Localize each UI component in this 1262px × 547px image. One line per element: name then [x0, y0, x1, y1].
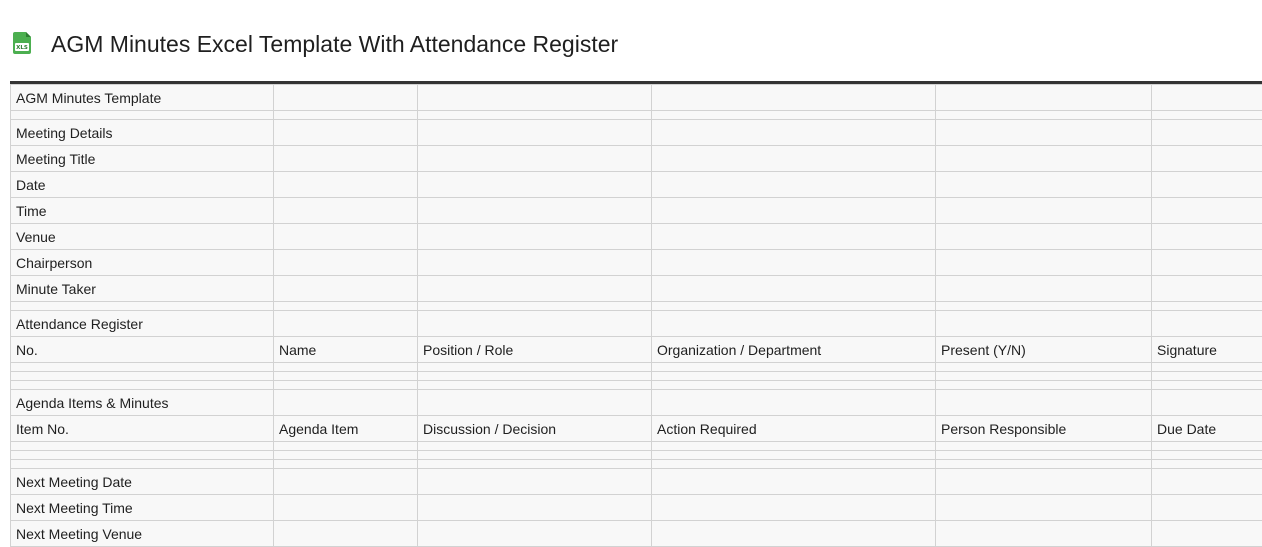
table-cell[interactable]	[1152, 198, 1262, 224]
table-cell[interactable]	[936, 363, 1152, 372]
table-cell[interactable]	[652, 111, 936, 120]
table-cell[interactable]	[274, 469, 418, 495]
table-cell[interactable]: Person Responsible	[936, 416, 1152, 442]
table-cell[interactable]	[11, 363, 274, 372]
table-cell[interactable]: Action Required	[652, 416, 936, 442]
table-cell[interactable]	[274, 276, 418, 302]
table-cell[interactable]: Next Meeting Time	[11, 495, 274, 521]
table-cell[interactable]	[652, 120, 936, 146]
table-cell[interactable]	[418, 311, 652, 337]
table-cell[interactable]: Discussion / Decision	[418, 416, 652, 442]
table-cell[interactable]	[936, 85, 1152, 111]
table-cell[interactable]	[274, 363, 418, 372]
page-title: AGM Minutes Excel Template With Attendance Register	[51, 31, 618, 58]
table-cell[interactable]	[652, 372, 936, 381]
table-row	[11, 85, 1262, 111]
table-cell[interactable]	[418, 146, 652, 172]
table-cell[interactable]	[936, 224, 1152, 250]
table-cell[interactable]	[418, 469, 652, 495]
table-cell[interactable]	[1152, 172, 1262, 198]
table-cell[interactable]	[936, 250, 1152, 276]
table-cell[interactable]	[1152, 311, 1262, 337]
table-cell[interactable]	[11, 111, 274, 120]
table-cell[interactable]	[274, 311, 418, 337]
table-cell[interactable]	[418, 363, 652, 372]
table-cell[interactable]	[11, 442, 274, 451]
table-cell[interactable]	[1152, 451, 1262, 460]
table-cell[interactable]	[274, 442, 418, 451]
table-row	[11, 276, 1262, 302]
table-cell[interactable]	[652, 451, 936, 460]
table-cell[interactable]	[1152, 224, 1262, 250]
table-cell[interactable]	[936, 172, 1152, 198]
table-cell[interactable]	[1152, 363, 1262, 372]
table-cell[interactable]	[11, 381, 274, 390]
table-cell[interactable]: Attendance Register	[11, 311, 274, 337]
table-cell[interactable]: Agenda Item	[274, 416, 418, 442]
empty-row	[11, 451, 1262, 460]
table-cell[interactable]	[936, 111, 1152, 120]
table-cell[interactable]	[652, 390, 936, 416]
table-cell[interactable]	[652, 460, 936, 469]
table-cell[interactable]: No.	[11, 337, 274, 363]
table-cell[interactable]	[936, 442, 1152, 451]
table-cell[interactable]	[274, 146, 418, 172]
table-cell[interactable]	[418, 85, 652, 111]
table-cell[interactable]	[936, 372, 1152, 381]
table-cell[interactable]: Meeting Details	[11, 120, 274, 146]
empty-row	[11, 442, 1262, 451]
table-cell[interactable]	[652, 146, 936, 172]
table-cell[interactable]	[652, 521, 936, 547]
table-cell[interactable]	[11, 451, 274, 460]
table-cell[interactable]	[1152, 85, 1262, 111]
table-cell[interactable]	[1152, 460, 1262, 469]
table-cell[interactable]: Item No.	[11, 416, 274, 442]
table-cell[interactable]	[652, 495, 936, 521]
table-row	[11, 311, 1262, 337]
table-cell[interactable]	[936, 495, 1152, 521]
table-cell[interactable]	[652, 311, 936, 337]
table-cell[interactable]	[274, 372, 418, 381]
table-cell[interactable]	[274, 85, 418, 111]
table-cell[interactable]	[1152, 120, 1262, 146]
table-row	[11, 337, 1262, 363]
table-cell[interactable]	[274, 250, 418, 276]
table-cell[interactable]	[418, 250, 652, 276]
table-cell[interactable]	[652, 381, 936, 390]
spreadsheet	[10, 81, 1262, 547]
table-cell[interactable]: Signature	[1152, 337, 1262, 363]
table-cell[interactable]	[274, 120, 418, 146]
table-cell[interactable]	[1152, 495, 1262, 521]
table-cell[interactable]	[652, 469, 936, 495]
empty-row	[11, 111, 1262, 120]
table-row	[11, 416, 1262, 442]
table-cell[interactable]	[652, 363, 936, 372]
table-cell[interactable]: Present (Y/N)	[936, 337, 1152, 363]
table-cell[interactable]	[1152, 250, 1262, 276]
table-cell[interactable]	[652, 442, 936, 451]
table-cell[interactable]	[274, 172, 418, 198]
table-cell[interactable]: Position / Role	[418, 337, 652, 363]
table-row	[11, 250, 1262, 276]
table-cell[interactable]	[274, 451, 418, 460]
table-cell[interactable]	[274, 302, 418, 311]
table-cell[interactable]	[418, 442, 652, 451]
table-cell[interactable]	[936, 276, 1152, 302]
table-cell[interactable]	[1152, 390, 1262, 416]
table-cell[interactable]: Date	[11, 172, 274, 198]
table-cell[interactable]	[936, 146, 1152, 172]
table-cell[interactable]	[274, 495, 418, 521]
table-cell[interactable]: Venue	[11, 224, 274, 250]
table-cell[interactable]	[418, 521, 652, 547]
table-cell[interactable]	[1152, 381, 1262, 390]
empty-row	[11, 381, 1262, 390]
empty-row	[11, 302, 1262, 311]
empty-row	[11, 363, 1262, 372]
table-cell[interactable]	[274, 521, 418, 547]
table-cell[interactable]	[936, 521, 1152, 547]
table-cell[interactable]	[1152, 469, 1262, 495]
table-row	[11, 390, 1262, 416]
table-cell[interactable]	[274, 460, 418, 469]
table-cell[interactable]	[418, 381, 652, 390]
table-cell[interactable]	[418, 372, 652, 381]
table-cell[interactable]: Agenda Items & Minutes	[11, 390, 274, 416]
table-cell[interactable]	[418, 224, 652, 250]
table-cell[interactable]	[418, 198, 652, 224]
table-cell[interactable]	[11, 460, 274, 469]
table-cell[interactable]	[418, 302, 652, 311]
table-cell[interactable]	[652, 198, 936, 224]
table-cell[interactable]: Next Meeting Venue	[11, 521, 274, 547]
table-cell[interactable]: Meeting Title	[11, 146, 274, 172]
table-cell[interactable]: AGM Minutes Template	[11, 85, 274, 111]
table-cell[interactable]	[1152, 372, 1262, 381]
table-cell[interactable]: Chairperson	[11, 250, 274, 276]
table-cell[interactable]	[1152, 302, 1262, 311]
table-cell[interactable]	[274, 390, 418, 416]
table-cell[interactable]	[418, 495, 652, 521]
table-row	[11, 198, 1262, 224]
table-cell[interactable]: Minute Taker	[11, 276, 274, 302]
table-cell[interactable]	[1152, 276, 1262, 302]
table-cell[interactable]: Organization / Department	[652, 337, 936, 363]
xls-label: XLS	[16, 45, 28, 51]
table-cell[interactable]	[274, 198, 418, 224]
table-cell[interactable]	[936, 451, 1152, 460]
table-row	[11, 172, 1262, 198]
spreadsheet-grid	[10, 84, 1262, 547]
table-row	[11, 469, 1262, 495]
empty-row	[11, 460, 1262, 469]
table-cell[interactable]	[418, 120, 652, 146]
table-cell[interactable]	[1152, 146, 1262, 172]
table-cell[interactable]	[652, 276, 936, 302]
table-cell[interactable]	[418, 451, 652, 460]
table-cell[interactable]	[274, 381, 418, 390]
table-row	[11, 120, 1262, 146]
table-cell[interactable]	[652, 85, 936, 111]
table-cell[interactable]	[936, 390, 1152, 416]
table-cell[interactable]	[274, 224, 418, 250]
table-cell[interactable]	[652, 302, 936, 311]
empty-row	[11, 372, 1262, 381]
table-cell[interactable]	[11, 372, 274, 381]
table-cell[interactable]	[418, 460, 652, 469]
table-cell[interactable]	[936, 198, 1152, 224]
table-cell[interactable]	[1152, 111, 1262, 120]
table-cell[interactable]	[652, 250, 936, 276]
table-cell[interactable]	[418, 172, 652, 198]
table-cell[interactable]: Name	[274, 337, 418, 363]
table-cell[interactable]	[11, 302, 274, 311]
page-header	[0, 0, 1262, 82]
table-cell[interactable]	[936, 311, 1152, 337]
table-cell[interactable]	[936, 381, 1152, 390]
table-cell[interactable]	[936, 120, 1152, 146]
table-cell[interactable]: Due Date	[1152, 416, 1262, 442]
table-cell[interactable]	[936, 469, 1152, 495]
table-cell[interactable]	[652, 224, 936, 250]
table-cell[interactable]: Time	[11, 198, 274, 224]
table-row	[11, 521, 1262, 547]
table-cell[interactable]	[936, 302, 1152, 311]
table-row	[11, 146, 1262, 172]
table-cell[interactable]	[418, 111, 652, 120]
xls-file-icon	[13, 32, 33, 54]
table-cell[interactable]	[652, 172, 936, 198]
table-cell[interactable]	[418, 276, 652, 302]
table-row	[11, 224, 1262, 250]
table-cell[interactable]	[1152, 442, 1262, 451]
table-cell[interactable]	[418, 390, 652, 416]
table-cell[interactable]	[936, 460, 1152, 469]
table-cell[interactable]: Next Meeting Date	[11, 469, 274, 495]
table-cell[interactable]	[1152, 521, 1262, 547]
table-row	[11, 495, 1262, 521]
table-cell[interactable]	[274, 111, 418, 120]
